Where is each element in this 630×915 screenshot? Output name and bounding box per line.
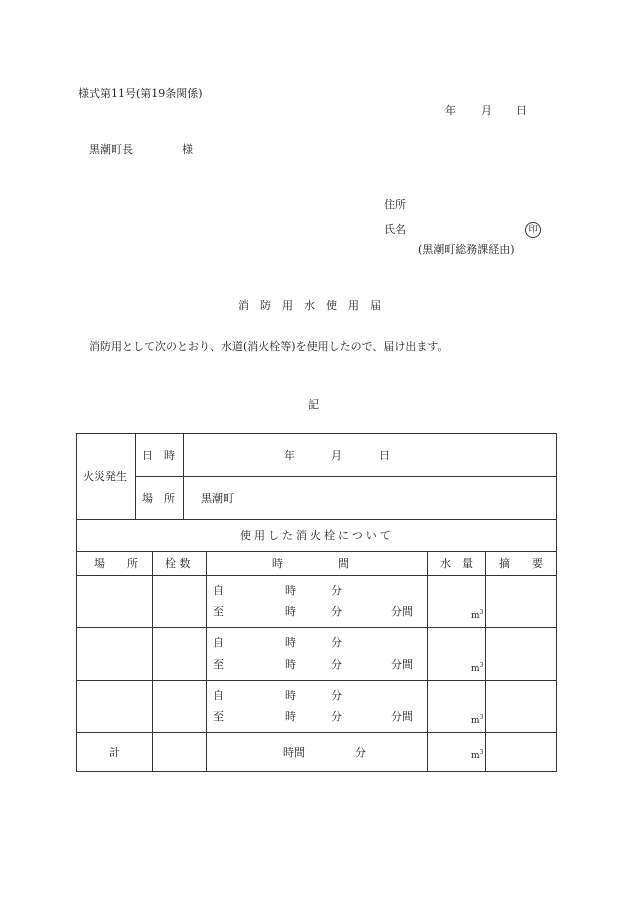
address-label: 住所 bbox=[384, 198, 406, 211]
col-place: 場 所 bbox=[94, 557, 138, 570]
time-from-hour: 時 bbox=[285, 636, 296, 649]
time-to-hour: 時 bbox=[285, 710, 296, 723]
time-duration: 分間 bbox=[391, 658, 413, 671]
time-from: 自 bbox=[213, 584, 224, 597]
fire-date-day: 日 bbox=[379, 449, 390, 462]
date-month: 月 bbox=[481, 104, 492, 117]
time-from-hour: 時 bbox=[285, 584, 296, 597]
time-to-hour: 時 bbox=[285, 605, 296, 618]
time-from-minute: 分 bbox=[331, 636, 342, 649]
col-water: 水 量 bbox=[440, 557, 473, 570]
date-year: 年 bbox=[445, 104, 456, 117]
addressee-name: 黒潮町長 bbox=[89, 143, 133, 156]
total-hours: 時間 bbox=[283, 746, 305, 759]
time-to-minute: 分 bbox=[331, 605, 342, 618]
col-remarks: 摘 要 bbox=[499, 557, 543, 570]
time-from: 自 bbox=[213, 636, 224, 649]
section-title: 使用した消火栓について bbox=[240, 529, 394, 542]
fire-datetime-label: 日 時 bbox=[142, 449, 175, 462]
name-label: 氏名 bbox=[384, 223, 406, 236]
time-to-minute: 分 bbox=[331, 658, 342, 671]
seal-mark: 印 bbox=[525, 222, 541, 238]
time-from-minute: 分 bbox=[331, 584, 342, 597]
total-minutes: 分 bbox=[355, 746, 366, 759]
ki-mark: 記 bbox=[308, 398, 319, 411]
water-unit: $m^3$ bbox=[471, 662, 484, 674]
time-to: 至 bbox=[213, 710, 224, 723]
total-water-unit: $m^3$ bbox=[471, 749, 484, 761]
time-duration: 分間 bbox=[391, 710, 413, 723]
water-unit: $m^3$ bbox=[471, 609, 484, 621]
date-day: 日 bbox=[516, 104, 527, 117]
col-time: 時 間 bbox=[272, 557, 349, 570]
col-count: 栓 数 bbox=[165, 557, 191, 570]
fire-date-month: 月 bbox=[331, 449, 342, 462]
fire-occurrence-label: 火災発生 bbox=[83, 470, 127, 483]
document-title: 消 防 用 水 使 用 届 bbox=[238, 299, 381, 312]
time-duration: 分間 bbox=[391, 605, 413, 618]
time-to: 至 bbox=[213, 605, 224, 618]
time-from: 自 bbox=[213, 689, 224, 702]
time-from-minute: 分 bbox=[331, 689, 342, 702]
time-to-minute: 分 bbox=[331, 710, 342, 723]
body-text: 消防用として次のとおり、水道(消火栓等)を使用したので、届け出ます。 bbox=[89, 340, 449, 353]
total-label: 計 bbox=[109, 746, 120, 759]
time-from-hour: 時 bbox=[285, 689, 296, 702]
time-to: 至 bbox=[213, 658, 224, 671]
route-note: (黒潮町総務課経由) bbox=[418, 243, 515, 256]
fire-place-value: 黒潮町 bbox=[201, 492, 234, 505]
fire-place-label: 場 所 bbox=[142, 492, 175, 505]
fire-date-year: 年 bbox=[284, 449, 295, 462]
form-number: 様式第11号(第19条関係) bbox=[78, 87, 203, 100]
time-to-hour: 時 bbox=[285, 658, 296, 671]
addressee-honorific: 様 bbox=[182, 143, 193, 156]
water-unit: $m^3$ bbox=[471, 714, 484, 726]
